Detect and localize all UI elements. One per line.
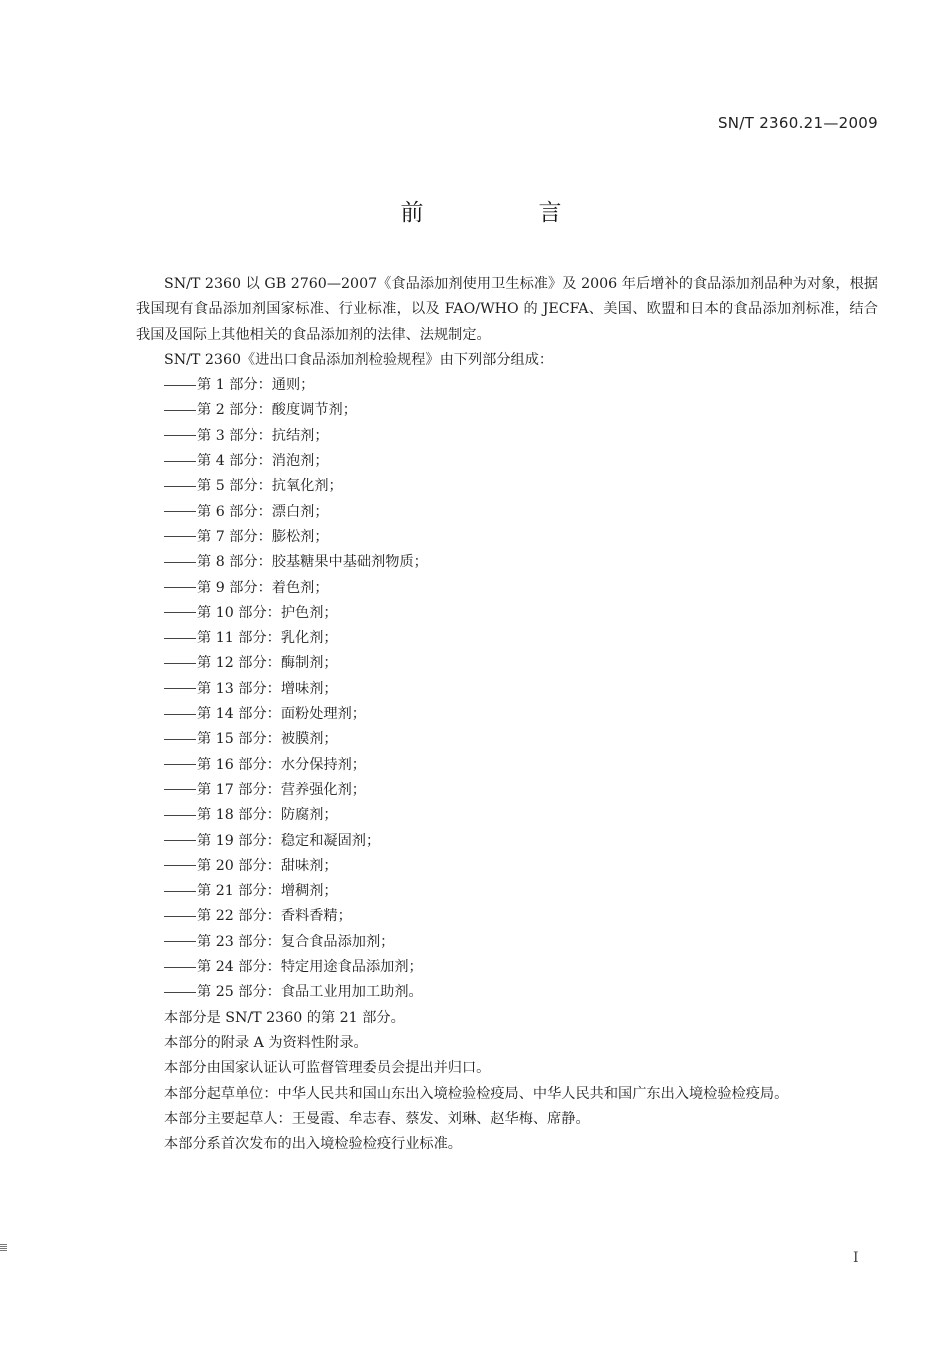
em-dash-marker — [164, 562, 196, 563]
em-dash-marker — [164, 714, 196, 715]
parts-intro: SN/T 2360《进出口食品添加剂检验规程》由下列部分组成： — [164, 351, 554, 368]
em-dash-marker — [164, 410, 196, 411]
em-dash-marker — [164, 992, 196, 993]
em-dash-marker — [164, 536, 196, 537]
first-release-statement: 本部分系首次发布的出入境检验检疫行业标准。 — [164, 1136, 462, 1153]
part-label: 第 13 部分：增味剂； — [197, 680, 338, 697]
part-list-item — [136, 727, 878, 752]
part-label: 第 1 部分：通则； — [197, 377, 315, 394]
part-list-item — [136, 854, 878, 879]
page-title: 前 言 — [400, 200, 608, 226]
part-list-item — [136, 550, 878, 575]
part-list-item — [136, 879, 878, 904]
part-list-item — [136, 500, 878, 525]
document-body — [136, 272, 878, 1157]
part-list-item — [136, 601, 878, 626]
scope-paragraph: SN/T 2360 以 GB 2760—2007《食品添加剂使用卫生标准》及 2006 年后增补的食品添加剂品种为对象，根据我国现有食品添加剂国家标准、行业标准，以及 FAO/WHO 的 JECFA、美国、欧盟和日本的食品添加剂标准，结合我国及国际上其他相关的食品添加剂的法律、法规制定。 — [136, 276, 878, 343]
drafting-units: 本部分起草单位：中华人民共和国山东出入境检验检疫局、中华人民共和国广东出入境检验检疫局。 — [164, 1085, 789, 1102]
em-dash-marker — [164, 435, 196, 436]
part-label: 第 4 部分：消泡剂； — [197, 453, 329, 470]
part-list-item — [136, 449, 878, 474]
em-dash-marker — [164, 587, 196, 588]
part-list-item — [136, 803, 878, 828]
em-dash-marker — [164, 486, 196, 487]
em-dash-marker — [164, 612, 196, 613]
proposer-statement: 本部分由国家认证认可监督管理委员会提出并归口。 — [164, 1060, 491, 1077]
part-label: 第 17 部分：营养强化剂； — [197, 781, 366, 798]
em-dash-marker — [164, 916, 196, 917]
part-label: 第 18 部分：防腐剂； — [197, 807, 338, 824]
part-label: 第 15 部分：被膜剂； — [197, 731, 338, 748]
part-label: 第 24 部分：特定用途食品添加剂； — [197, 959, 423, 976]
part-list-item — [136, 474, 878, 499]
part-label: 第 3 部分：抗结剂； — [197, 427, 329, 444]
part-label: 第 21 部分：增稠剂； — [197, 883, 338, 900]
em-dash-marker — [164, 815, 196, 816]
part-list-item — [136, 702, 878, 727]
em-dash-marker — [164, 638, 196, 639]
em-dash-marker — [164, 385, 196, 386]
part-label: 第 23 部分：复合食品添加剂； — [197, 933, 395, 950]
em-dash-marker — [164, 663, 196, 664]
part-label: 第 5 部分：抗氧化剂； — [197, 478, 343, 495]
part-list-item — [136, 576, 878, 601]
part-label: 第 9 部分：着色剂； — [197, 579, 329, 596]
part-list-item — [136, 904, 878, 929]
part-label: 第 10 部分：护色剂； — [197, 604, 338, 621]
part-label: 第 2 部分：酸度调节剂； — [197, 402, 357, 419]
em-dash-marker — [164, 511, 196, 512]
part-label: 第 12 部分：酶制剂； — [197, 655, 338, 672]
part-list-item — [136, 930, 878, 955]
em-dash-marker — [164, 739, 196, 740]
em-dash-marker — [164, 891, 196, 892]
page-number: I — [853, 1250, 859, 1266]
part-list-item — [136, 525, 878, 550]
part-label: 第 14 部分：面粉处理剂； — [197, 706, 366, 723]
em-dash-marker — [164, 789, 196, 790]
em-dash-marker — [164, 840, 196, 841]
part-label: 第 22 部分：香料香精； — [197, 908, 352, 925]
part-label: 第 6 部分：漂白剂； — [197, 503, 329, 520]
em-dash-marker — [164, 865, 196, 866]
part-list-item — [136, 980, 878, 1005]
em-dash-marker — [164, 967, 196, 968]
part-list-item — [136, 651, 878, 676]
part-list-item — [136, 955, 878, 980]
part-label: 第 20 部分：甜味剂； — [197, 857, 338, 874]
drafters: 本部分主要起草人：王曼霞、牟志春、蔡发、刘琳、赵华梅、席静。 — [164, 1110, 590, 1127]
part-statement: 本部分是 SN/T 2360 的第 21 部分。 — [164, 1009, 405, 1026]
part-list-item — [136, 398, 878, 423]
part-list-item — [136, 753, 878, 778]
parts-list — [136, 373, 878, 1005]
part-list-item — [136, 373, 878, 398]
part-list-item — [136, 778, 878, 803]
part-label: 第 25 部分：食品工业用加工助剂。 — [197, 984, 423, 1001]
em-dash-marker — [164, 461, 196, 462]
em-dash-marker — [164, 688, 196, 689]
part-list-item — [136, 626, 878, 651]
part-list-item — [136, 677, 878, 702]
part-list-item — [136, 424, 878, 449]
part-label: 第 19 部分：稳定和凝固剂； — [197, 832, 381, 849]
em-dash-marker — [164, 941, 196, 942]
part-list-item — [136, 829, 878, 854]
part-label: 第 11 部分：乳化剂； — [197, 630, 338, 647]
part-label: 第 7 部分：膨松剂； — [197, 528, 329, 545]
em-dash-marker — [164, 764, 196, 765]
scan-margin-mark — [0, 1244, 7, 1251]
appendix-statement: 本部分的附录 A 为资料性附录。 — [164, 1034, 368, 1051]
part-label: 第 16 部分：水分保持剂； — [197, 756, 366, 773]
standard-code: SN/T 2360.21—2009 — [717, 114, 878, 132]
part-label: 第 8 部分：胶基糖果中基础剂物质； — [197, 554, 428, 571]
